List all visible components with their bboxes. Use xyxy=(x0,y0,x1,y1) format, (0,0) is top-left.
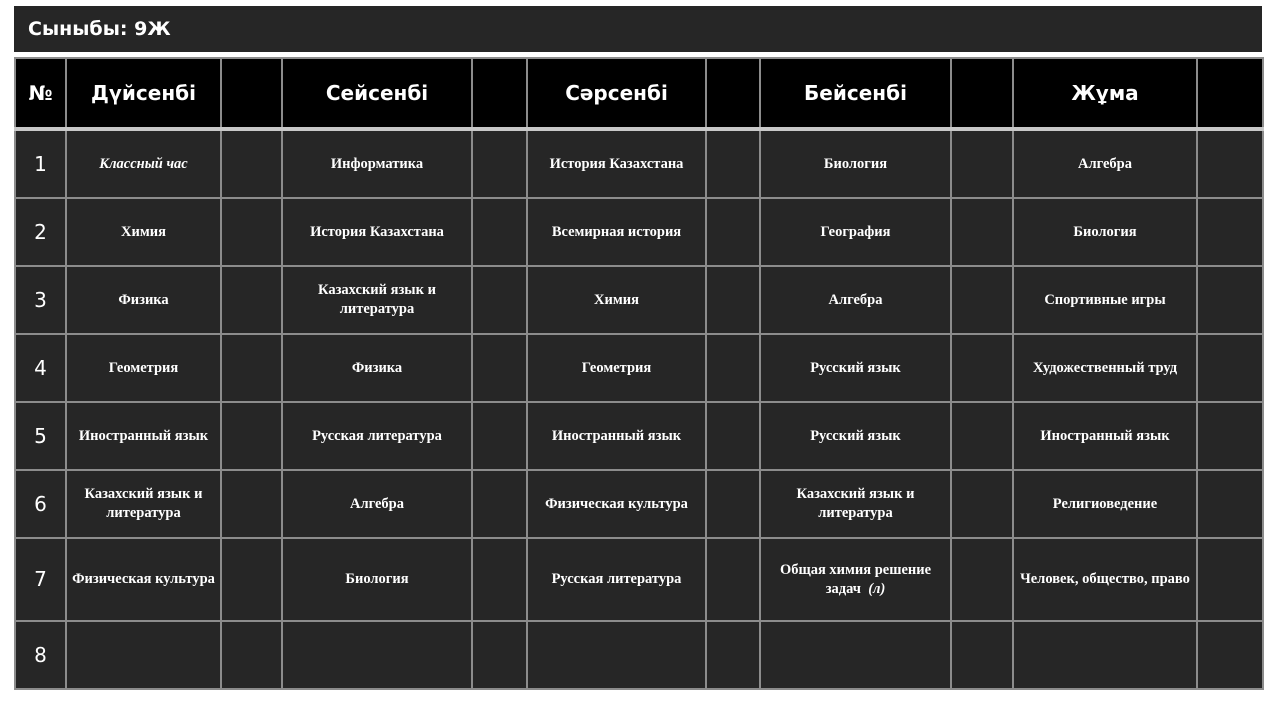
lesson-cell: Спортивные игры xyxy=(1013,266,1197,334)
lesson-cell: Художественный труд xyxy=(1013,334,1197,402)
lesson-number: 3 xyxy=(15,266,66,334)
spacer-cell xyxy=(472,538,527,621)
lesson-cell: Химия xyxy=(66,198,221,266)
spacer-cell xyxy=(221,198,282,266)
spacer-cell xyxy=(951,198,1013,266)
header-day-thursday: Бейсенбі xyxy=(760,58,951,129)
lesson-cell: Алгебра xyxy=(282,470,472,538)
spacer-cell xyxy=(472,470,527,538)
lesson-row xyxy=(15,538,1263,621)
header-day-monday: Дүйсенбі xyxy=(66,58,221,129)
spacer-cell xyxy=(706,129,760,198)
header-spacer xyxy=(1197,58,1263,129)
lesson-cell: География xyxy=(760,198,951,266)
lesson-cell: Иностранный язык xyxy=(1013,402,1197,470)
spacer-cell xyxy=(221,470,282,538)
spacer-cell xyxy=(221,538,282,621)
lesson-cell xyxy=(760,538,951,621)
lesson-cell: Русский язык xyxy=(760,402,951,470)
lesson-cell: Русская литература xyxy=(282,402,472,470)
lesson-cell xyxy=(66,621,221,689)
spacer-cell xyxy=(1197,621,1263,689)
spacer-cell xyxy=(706,470,760,538)
lesson-cell: Казахский язык и литература xyxy=(282,266,472,334)
lesson-cell xyxy=(760,621,951,689)
lesson-cell xyxy=(1013,621,1197,689)
lesson-cell: Физика xyxy=(282,334,472,402)
header-row xyxy=(15,58,1263,129)
lesson-cell: Казахский язык и литература xyxy=(760,470,951,538)
header-day-friday: Жұма xyxy=(1013,58,1197,129)
lesson-cell: Русская литература xyxy=(527,538,706,621)
lesson-note: (л) xyxy=(868,580,886,597)
spacer-cell xyxy=(951,470,1013,538)
schedule-table xyxy=(14,57,1264,690)
header-spacer xyxy=(951,58,1013,129)
lesson-cell: Алгебра xyxy=(760,266,951,334)
spacer-cell xyxy=(472,198,527,266)
lesson-cell: История Казахстана xyxy=(282,198,472,266)
lesson-number: 8 xyxy=(15,621,66,689)
spacer-cell xyxy=(1197,334,1263,402)
lesson-cell xyxy=(527,621,706,689)
spacer-cell xyxy=(472,402,527,470)
lesson-cell: Химия xyxy=(527,266,706,334)
lesson-cell: Иностранный язык xyxy=(66,402,221,470)
lesson-cell xyxy=(282,621,472,689)
lesson-row xyxy=(15,402,1263,470)
header-day-tuesday: Сейсенбі xyxy=(282,58,472,129)
spacer-cell xyxy=(706,621,760,689)
spacer-cell xyxy=(706,334,760,402)
spacer-cell xyxy=(221,266,282,334)
class-title-bar xyxy=(14,6,1262,52)
lesson-cell: Всемирная история xyxy=(527,198,706,266)
lesson-row xyxy=(15,334,1263,402)
spacer-cell xyxy=(951,334,1013,402)
spacer-cell xyxy=(472,621,527,689)
lesson-row xyxy=(15,266,1263,334)
lesson-number: 1 xyxy=(15,129,66,198)
spacer-cell xyxy=(1197,402,1263,470)
spacer-cell xyxy=(1197,538,1263,621)
lesson-cell: Биология xyxy=(760,129,951,198)
lesson-number: 4 xyxy=(15,334,66,402)
lesson-cell: Физическая культура xyxy=(66,538,221,621)
spacer-cell xyxy=(706,266,760,334)
lesson-cell: Казахский язык и литература xyxy=(66,470,221,538)
lesson-row xyxy=(15,470,1263,538)
lesson-cell: Алгебра xyxy=(1013,129,1197,198)
header-day-wednesday: Сәрсенбі xyxy=(527,58,706,129)
spacer-cell xyxy=(221,402,282,470)
lesson-number: 7 xyxy=(15,538,66,621)
lesson-cell: Религиоведение xyxy=(1013,470,1197,538)
lesson-cell: Геометрия xyxy=(66,334,221,402)
lesson-cell: Информатика xyxy=(282,129,472,198)
spacer-cell xyxy=(1197,470,1263,538)
lesson-number: 5 xyxy=(15,402,66,470)
spacer-cell xyxy=(706,402,760,470)
spacer-cell xyxy=(951,538,1013,621)
spacer-cell xyxy=(221,129,282,198)
lesson-name: Общая химия решение задач xyxy=(779,561,932,597)
spacer-cell xyxy=(221,621,282,689)
spacer-cell xyxy=(472,129,527,198)
header-spacer xyxy=(706,58,760,129)
lesson-cell: Биология xyxy=(1013,198,1197,266)
lesson-row xyxy=(15,198,1263,266)
spacer-cell xyxy=(472,266,527,334)
lesson-number: 2 xyxy=(15,198,66,266)
lesson-number: 6 xyxy=(15,470,66,538)
lesson-cell: Иностранный язык xyxy=(527,402,706,470)
spacer-cell xyxy=(951,621,1013,689)
lesson-cell: Человек, общество, право xyxy=(1013,538,1197,621)
spacer-cell xyxy=(951,402,1013,470)
spacer-cell xyxy=(221,334,282,402)
lesson-cell: История Казахстана xyxy=(527,129,706,198)
class-title: Сыныбы: 9Ж xyxy=(28,18,171,40)
lesson-cell: Физика xyxy=(66,266,221,334)
lesson-cell: Геометрия xyxy=(527,334,706,402)
spacer-cell xyxy=(1197,266,1263,334)
spacer-cell xyxy=(1197,198,1263,266)
header-number: № xyxy=(15,58,66,129)
spacer-cell xyxy=(1197,129,1263,198)
lesson-row xyxy=(15,621,1263,689)
lesson-cell: Физическая культура xyxy=(527,470,706,538)
lesson-cell: Классный час xyxy=(66,129,221,198)
header-spacer xyxy=(472,58,527,129)
spacer-cell xyxy=(472,334,527,402)
spacer-cell xyxy=(951,129,1013,198)
spacer-cell xyxy=(706,538,760,621)
lesson-cell: Биология xyxy=(282,538,472,621)
spacer-cell xyxy=(706,198,760,266)
header-spacer xyxy=(221,58,282,129)
lesson-row xyxy=(15,129,1263,198)
spacer-cell xyxy=(951,266,1013,334)
lesson-cell: Русский язык xyxy=(760,334,951,402)
